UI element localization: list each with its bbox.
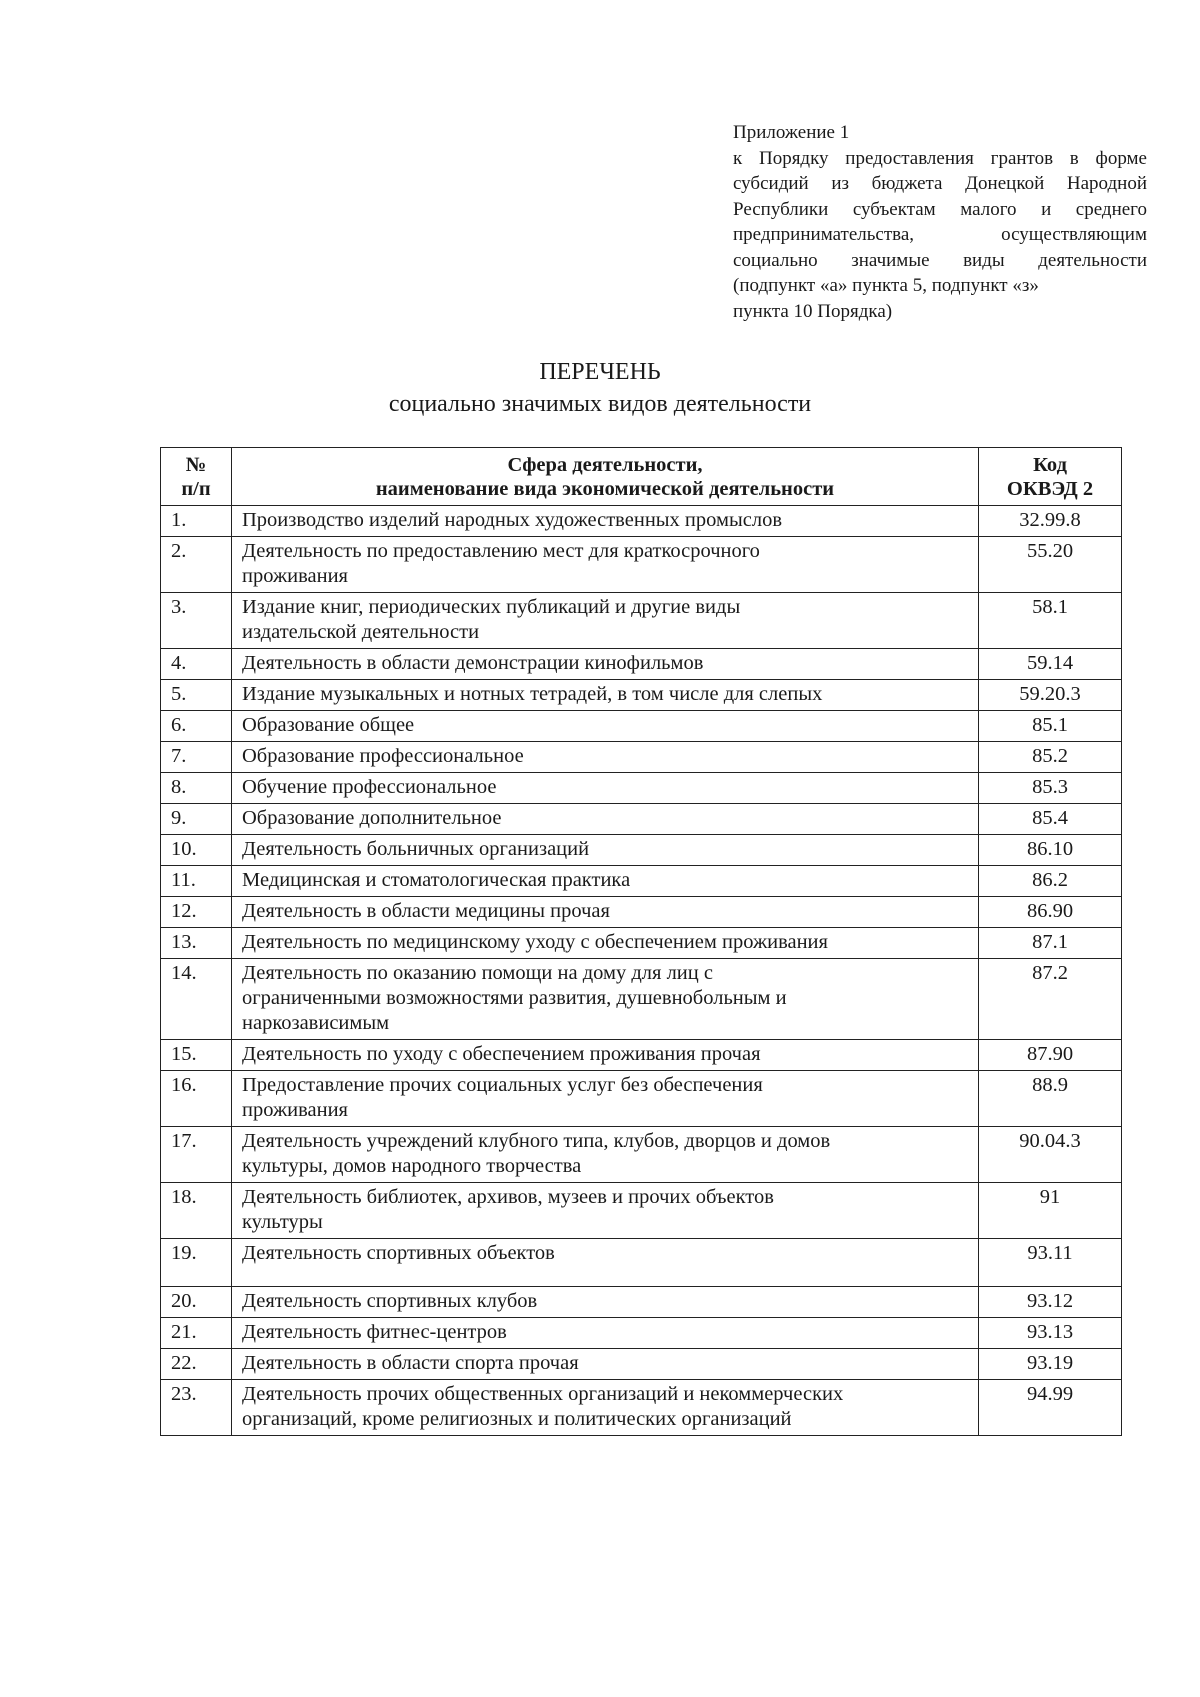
row-code: 86.90 bbox=[979, 897, 1122, 928]
appendix-line: социально значимые виды деятельности bbox=[733, 249, 1147, 271]
row-number: 9. bbox=[161, 804, 232, 835]
table-row bbox=[161, 537, 1122, 593]
row-activity: Деятельность прочих общественных организаций и некоммерческих организаций, кроме религиозных и политических организаций bbox=[232, 1380, 979, 1436]
row-activity: Деятельность больничных организаций bbox=[232, 835, 979, 866]
appendix-line: предпринимательства, осуществляющим bbox=[733, 224, 1147, 245]
row-number: 7. bbox=[161, 742, 232, 773]
row-number: 10. bbox=[161, 835, 232, 866]
row-code: 55.20 bbox=[979, 537, 1122, 593]
row-number: 6. bbox=[161, 711, 232, 742]
header-activity: Сфера деятельности, наименование вида экономической деятельности bbox=[232, 448, 979, 506]
activities-table bbox=[160, 447, 1122, 1436]
row-code: 85.4 bbox=[979, 804, 1122, 835]
row-activity: Медицинская и стоматологическая практика bbox=[232, 866, 979, 897]
table-row bbox=[161, 773, 1122, 804]
row-activity: Деятельность по медицинскому уходу с обеспечением проживания bbox=[232, 928, 979, 959]
row-activity: Деятельность по оказанию помощи на дому для лиц с ограниченными возможностями развития, душевнобольным и наркозависимым bbox=[232, 959, 979, 1040]
table-row bbox=[161, 928, 1122, 959]
row-code: 59.20.3 bbox=[979, 680, 1122, 711]
table-header-row bbox=[161, 448, 1122, 506]
table-row bbox=[161, 680, 1122, 711]
row-activity: Предоставление прочих социальных услуг без обеспечения проживания bbox=[232, 1071, 979, 1127]
table-row bbox=[161, 742, 1122, 773]
row-number: 15. bbox=[161, 1040, 232, 1071]
row-activity: Деятельность фитнес-центров bbox=[232, 1318, 979, 1349]
row-number: 3. bbox=[161, 593, 232, 649]
table-row bbox=[161, 897, 1122, 928]
row-code: 85.3 bbox=[979, 773, 1122, 804]
appendix-line: к Порядку предоставления грантов в форме bbox=[733, 147, 1147, 169]
table-row bbox=[161, 1040, 1122, 1071]
row-activity: Образование дополнительное bbox=[232, 804, 979, 835]
row-activity: Деятельность в области спорта прочая bbox=[232, 1349, 979, 1380]
row-number: 11. bbox=[161, 866, 232, 897]
appendix-line: субсидий из бюджета Донецкой Народной bbox=[733, 173, 1147, 194]
appendix-note bbox=[733, 120, 1147, 324]
row-number: 20. bbox=[161, 1287, 232, 1318]
row-code: 32.99.8 bbox=[979, 506, 1122, 537]
row-activity: Деятельность спортивных клубов bbox=[232, 1287, 979, 1318]
row-code: 93.11 bbox=[979, 1239, 1122, 1287]
row-code: 85.2 bbox=[979, 742, 1122, 773]
row-number: 1. bbox=[161, 506, 232, 537]
row-activity: Деятельность в области демонстрации кинофильмов bbox=[232, 649, 979, 680]
row-code: 94.99 bbox=[979, 1380, 1122, 1436]
row-code: 88.9 bbox=[979, 1071, 1122, 1127]
row-code: 58.1 bbox=[979, 593, 1122, 649]
row-activity: Образование профессиональное bbox=[232, 742, 979, 773]
row-activity: Деятельность по уходу с обеспечением проживания прочая bbox=[232, 1040, 979, 1071]
table-row bbox=[161, 1380, 1122, 1436]
table-row bbox=[161, 1287, 1122, 1318]
row-number: 17. bbox=[161, 1127, 232, 1183]
row-code: 86.2 bbox=[979, 866, 1122, 897]
appendix-line: (подпункт «а» пункта 5, подпункт «з» bbox=[733, 275, 1039, 296]
table-row bbox=[161, 1127, 1122, 1183]
header-number: № п/п bbox=[161, 448, 232, 506]
header-code: Код ОКВЭД 2 bbox=[979, 448, 1122, 506]
row-number: 12. bbox=[161, 897, 232, 928]
row-activity: Деятельность учреждений клубного типа, клубов, дворцов и домов культуры, домов народного творчества bbox=[232, 1127, 979, 1183]
row-activity: Деятельность по предоставлению мест для краткосрочного проживания bbox=[232, 537, 979, 593]
row-code: 90.04.3 bbox=[979, 1127, 1122, 1183]
row-number: 4. bbox=[161, 649, 232, 680]
table-row bbox=[161, 835, 1122, 866]
row-number: 8. bbox=[161, 773, 232, 804]
row-activity: Издание музыкальных и нотных тетрадей, в том числе для слепых bbox=[232, 680, 979, 711]
row-code: 93.13 bbox=[979, 1318, 1122, 1349]
row-activity: Деятельность в области медицины прочая bbox=[232, 897, 979, 928]
appendix-line: Республики субъектам малого и среднего bbox=[733, 198, 1147, 220]
row-code: 87.2 bbox=[979, 959, 1122, 1040]
table-row bbox=[161, 649, 1122, 680]
row-number: 16. bbox=[161, 1071, 232, 1127]
row-code: 86.10 bbox=[979, 835, 1122, 866]
row-number: 18. bbox=[161, 1183, 232, 1239]
row-activity: Издание книг, периодических публикаций и другие виды издательской деятельности bbox=[232, 593, 979, 649]
table-row bbox=[161, 866, 1122, 897]
row-number: 19. bbox=[161, 1239, 232, 1287]
row-number: 22. bbox=[161, 1349, 232, 1380]
table-row bbox=[161, 1239, 1122, 1287]
row-code: 87.90 bbox=[979, 1040, 1122, 1071]
row-code: 59.14 bbox=[979, 649, 1122, 680]
row-code: 87.1 bbox=[979, 928, 1122, 959]
row-activity: Производство изделий народных художественных промыслов bbox=[232, 506, 979, 537]
row-code: 85.1 bbox=[979, 711, 1122, 742]
table-row bbox=[161, 804, 1122, 835]
row-activity: Деятельность библиотек, архивов, музеев и прочих объектов культуры bbox=[232, 1183, 979, 1239]
document-subtitle: социально значимых видов деятельности bbox=[388, 391, 812, 417]
row-activity: Обучение профессиональное bbox=[232, 773, 979, 804]
row-activity: Образование общее bbox=[232, 711, 979, 742]
row-number: 21. bbox=[161, 1318, 232, 1349]
table-row bbox=[161, 711, 1122, 742]
row-number: 2. bbox=[161, 537, 232, 593]
table-row bbox=[161, 1071, 1122, 1127]
table-row bbox=[161, 593, 1122, 649]
document-title: ПЕРЕЧЕНЬ bbox=[539, 359, 661, 385]
row-code: 93.12 bbox=[979, 1287, 1122, 1318]
table-row bbox=[161, 1349, 1122, 1380]
row-activity: Деятельность спортивных объектов bbox=[232, 1239, 979, 1287]
table-row bbox=[161, 959, 1122, 1040]
table-row bbox=[161, 1183, 1122, 1239]
row-number: 14. bbox=[161, 959, 232, 1040]
row-number: 23. bbox=[161, 1380, 232, 1436]
row-code: 91 bbox=[979, 1183, 1122, 1239]
row-code: 93.19 bbox=[979, 1349, 1122, 1380]
table-row bbox=[161, 1318, 1122, 1349]
row-number: 5. bbox=[161, 680, 232, 711]
table-row bbox=[161, 506, 1122, 537]
appendix-line: Приложение 1 bbox=[733, 122, 850, 143]
appendix-line: пункта 10 Порядка) bbox=[733, 300, 893, 322]
row-number: 13. bbox=[161, 928, 232, 959]
